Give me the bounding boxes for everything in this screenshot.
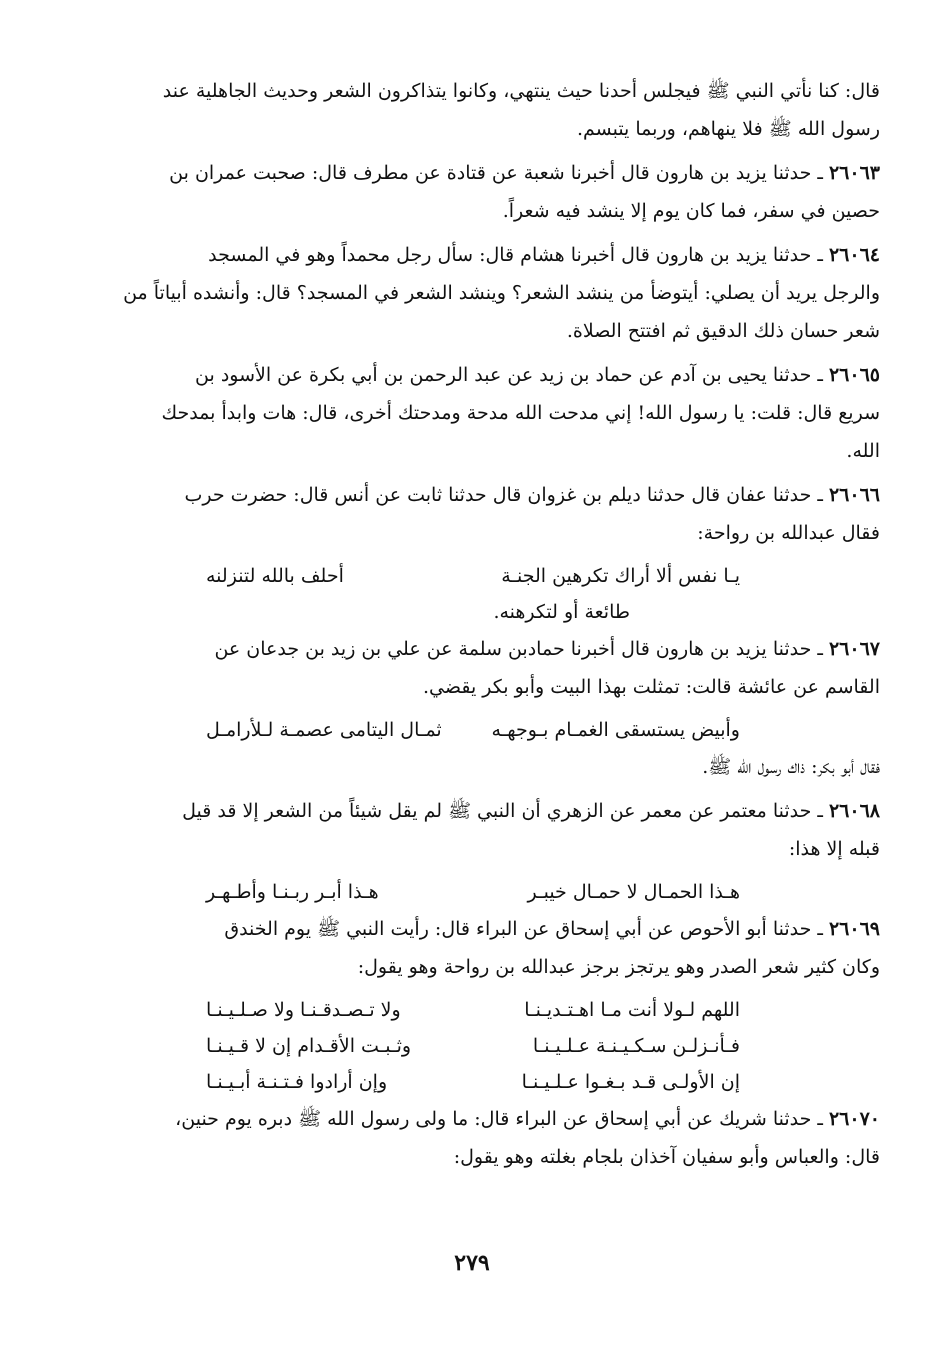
verse-first-hemistich: هـذا الحمـال لا حمـال خيبـر <box>527 881 740 903</box>
paragraph-abu-bakr <box>56 748 880 786</box>
text-line: قبله إلا هذا: <box>788 838 880 860</box>
hadith-number: ٢٦٠٧٠ <box>828 1108 880 1130</box>
text-line: وكان كثير شعر الصدر وهو يرتجز برجز عبدالله بن رواحة وهو يقول: <box>357 956 880 978</box>
text-line: ـ حدثنا عفان قال حدثنا ديلم بن غزوان قال حدثنا ثابت عن أنس قال: حضرت حرب <box>184 484 823 506</box>
verse-first-hemistich: وأبيض يستسقى الغمـام بـوجهـه <box>491 719 740 741</box>
text-line: قال: كنا نأتي النبي ﷺ فيجلس أحدنا حيث ينتهي، وكانوا يتذاكرون الشعر وحديث الجاهلية عند <box>162 80 880 102</box>
verse-second-hemistich: وإن أرادوا فـتـنـة أبـيـنـا <box>206 1071 388 1093</box>
hadith-26069 <box>56 910 880 986</box>
hadith-number: ٢٦٠٦٥ <box>828 364 880 386</box>
hadith-26065 <box>56 356 880 470</box>
verse-first-hemistich: إن الأولـى قـد بـغـوا عـلـيـنـا <box>521 1071 740 1093</box>
verse-line <box>56 874 880 910</box>
hadith-number: ٢٦٠٦٣ <box>828 162 880 184</box>
text-line: ـ حدثنا شريك عن أبي إسحاق عن البراء قال: ما ولى رسول الله ﷺ دبره يوم حنين، <box>175 1108 823 1130</box>
hadith-26063 <box>56 154 880 230</box>
text-line: ـ حدثنا يحيى بن آدم عن حماد بن زيد عن عبد الرحمن بن أبي بكرة عن الأسود بن <box>195 364 823 386</box>
text-line: رسول الله ﷺ فلا ينهاهم، وربما يتبسم. <box>576 118 880 140</box>
hadith-number: ٢٦٠٦٨ <box>828 800 880 822</box>
verse-first-hemistich: يـا نفس ألا أراك تكرهين الجنـة <box>501 565 740 587</box>
verse-line <box>56 712 880 748</box>
text-line: حصين في سفر، فما كان يوم إلا ينشد فيه شعراً. <box>502 200 880 222</box>
text-line: سريع قال: قلت: يا رسول الله! إني مدحت الله مدحة ومدحتك أخرى، قال: هات وابدأ بمدحك <box>161 402 880 424</box>
verse-line <box>56 558 880 594</box>
text-line: ـ حدثنا يزيد بن هارون قال أخبرنا شعبة عن قتادة عن مطرف قال: صحبت عمران بن <box>169 162 823 184</box>
verse-line <box>56 992 880 1028</box>
verse-second-hemistich: هـذا أبـر ربـنـا وأطـهـر <box>206 881 379 903</box>
page-number: ٢٧٩ <box>454 1250 490 1276</box>
text-line: ـ حدثنا معتمر عن معمر عن الزهري أن النبي ﷺ لم يقل شيئاً من الشعر إلا قد قيل <box>182 800 823 822</box>
hadith-number: ٢٦٠٦٩ <box>828 918 880 940</box>
verse-continuation: طائعة أو لتكرهنه. <box>493 601 630 623</box>
hadith-26067 <box>56 630 880 706</box>
text-line: الله. <box>846 440 880 462</box>
verse-second-hemistich: أحلف بالله لتنزلنه <box>206 565 344 587</box>
hadith-number: ٢٦٠٦٤ <box>828 244 880 266</box>
hadith-number: ٢٦٠٦٧ <box>828 638 880 660</box>
hadith-26064 <box>56 236 880 350</box>
verse-second-hemistich: ثمـال اليتامى عصمـة لـلأرامـل <box>206 719 442 741</box>
text-line: شعر حسان ذلك الدقيق ثم افتتح الصلاة. <box>566 320 880 342</box>
verse-second-hemistich: ولا تـصـدقـنـا ولا صـلـيـنـا <box>206 999 401 1021</box>
hadith-number: ٢٦٠٦٦ <box>828 484 880 506</box>
paragraph-intro <box>56 72 880 148</box>
hadith-26070 <box>56 1100 880 1176</box>
text-line: ـ حدثنا يزيد بن هارون قال أخبرنا هشام قال: سأل رجل محمداً وهو في المسجد <box>208 244 823 266</box>
verse-second-hemistich: وثـبـت الأقـدام إن لا قـيـنـا <box>206 1035 412 1057</box>
text-line: قال: والعباس وأبو سفيان آخذان بلجام بغلته وهو يقول: <box>453 1146 880 1168</box>
text-line: ـ حدثنا يزيد بن هارون قال أخبرنا حمادبن سلمة عن علي بن زيد بن جدعان عن <box>214 638 823 660</box>
verse-first-hemistich: فـأنـزلـن سـكـيـنـة عـلـيـنـا <box>532 1035 740 1057</box>
verse-first-hemistich: اللهم لـولا أنت مـا اهـتـديـنـا <box>524 999 740 1021</box>
hadith-26068 <box>56 792 880 868</box>
text-line: فقال أبو بكر: ذاك رسول الله ﷺ. <box>702 756 880 778</box>
text-line: فقال عبدالله بن رواحة: <box>697 522 880 544</box>
verse-line <box>56 1028 880 1064</box>
verse-line <box>56 1064 880 1100</box>
text-line: والرجل يريد أن يصلي: أيتوضأ من ينشد الشعر؟ وينشد الشعر في المسجد؟ قال: وأنشده أبياتاً من <box>123 282 880 304</box>
text-line: القاسم عن عائشة قالت: تمثلت بهذا البيت وأبو بكر يقضي. <box>423 676 880 698</box>
hadith-26066 <box>56 476 880 552</box>
text-line: ـ حدثنا أبو الأحوص عن أبي إسحاق عن البراء قال: رأيت النبي ﷺ يوم الخندق <box>224 918 823 940</box>
